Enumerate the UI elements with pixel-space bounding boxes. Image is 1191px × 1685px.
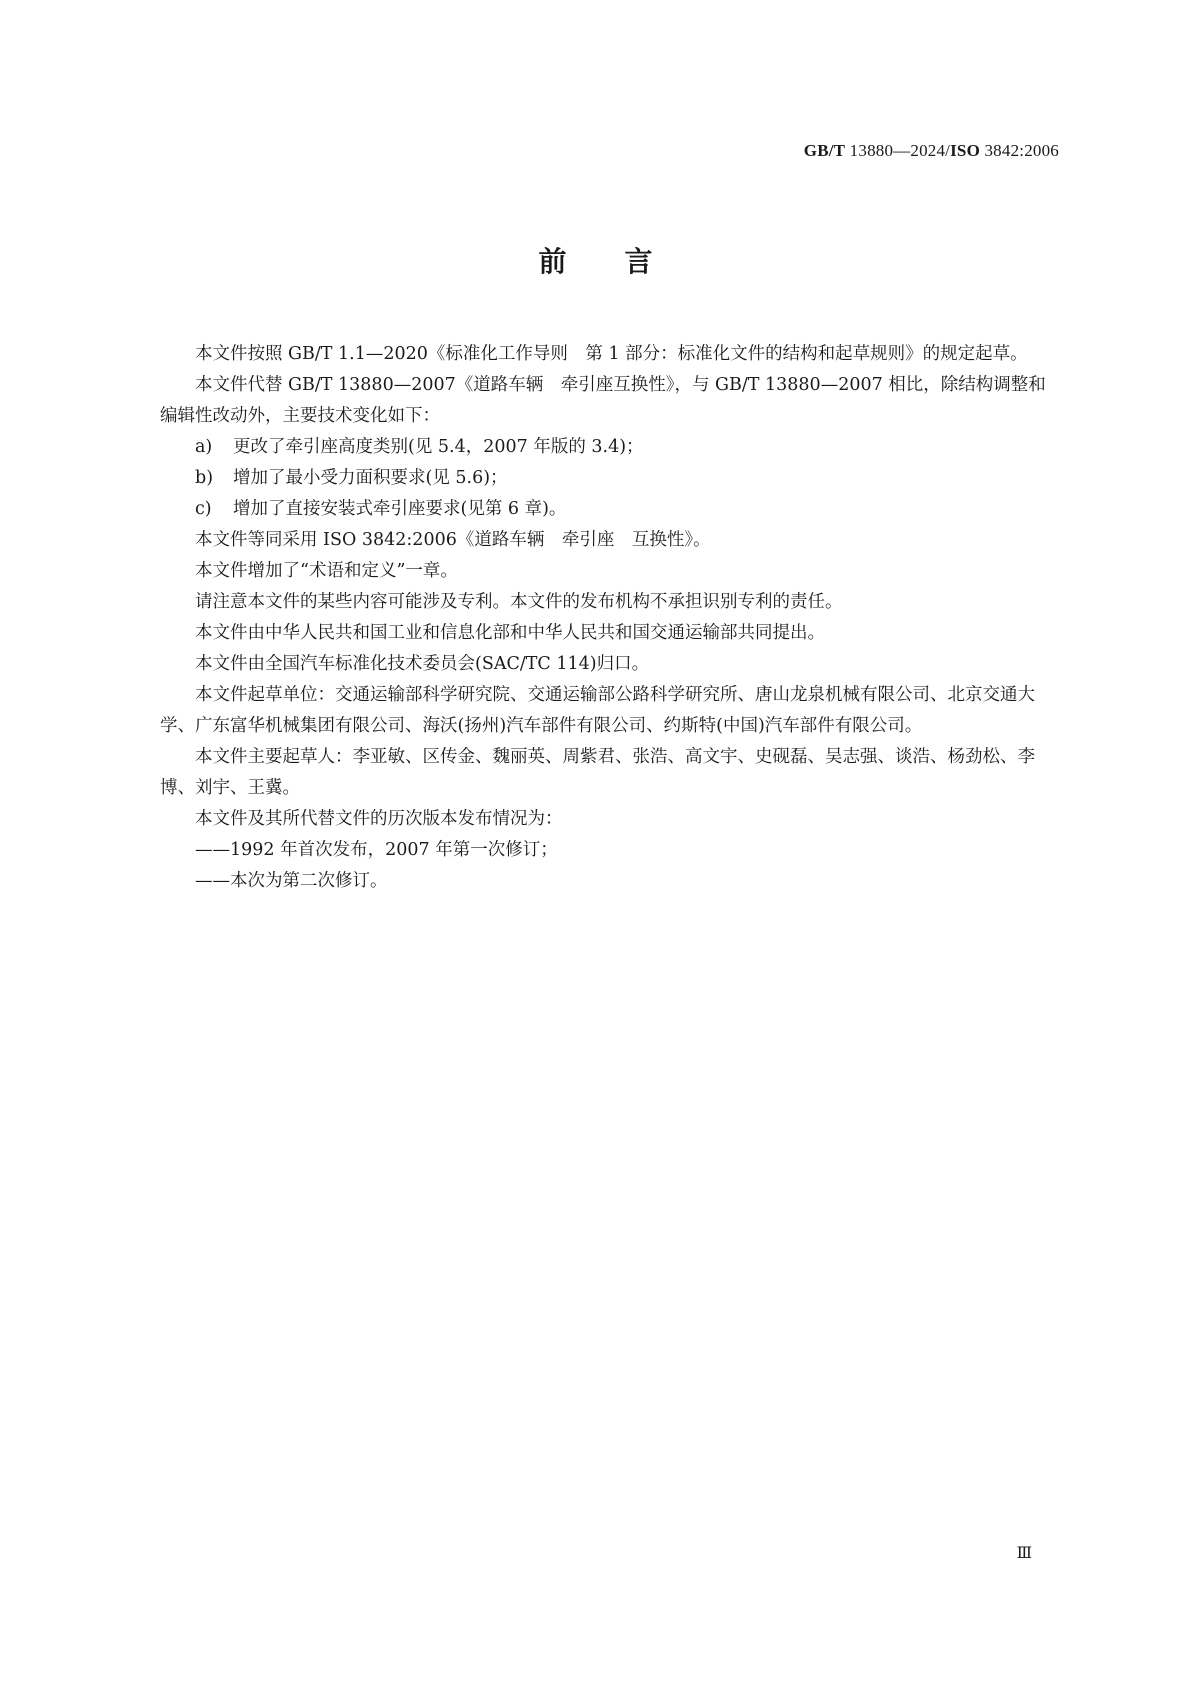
paragraph-replacement: 本文件代替 GB/T 13880—2007《道路车辆 牵引座互换性》，与 GB/T 13880—2007 相比，除结构调整和编辑性改动外，主要技术变化如下： [160, 375, 1046, 426]
list-item [160, 463, 1060, 494]
list-item-text: 增加了最小受力面积要求(见 5.6)； [233, 468, 508, 488]
paragraph-patent-notice: 请注意本文件的某些内容可能涉及专利。本文件的发布机构不承担识别专利的责任。 [195, 592, 843, 612]
std-number: 13880—2024/ [845, 141, 951, 160]
list-item-label: a) [195, 437, 213, 457]
list-item [160, 432, 1060, 463]
page-number: Ⅲ [1016, 1543, 1032, 1562]
iso-prefix: ISO [950, 141, 981, 160]
paragraph-drafting-rules: 本文件按照 GB/T 1.1—2020《标准化工作导则 第 1 部分：标准化文件的结构和起草规则》的规定起草。 [195, 344, 1028, 364]
standard-number-header [804, 141, 1059, 161]
std-prefix: GB/T [803, 141, 846, 160]
page-title: 前言 [538, 245, 711, 278]
iso-number: 3842:2006 [980, 141, 1059, 160]
paragraph-iso-adoption: 本文件等同采用 ISO 3842:2006《道路车辆 牵引座 互换性》。 [195, 530, 711, 550]
paragraph-version-history: 本文件及其所代替文件的历次版本发布情况为： [195, 809, 563, 829]
foreword-body [160, 339, 1060, 897]
list-item-label: b) [195, 468, 214, 488]
list-item [160, 494, 1060, 525]
history-item: ——1992 年首次发布，2007 年第一次修订； [195, 840, 558, 860]
list-item-text: 增加了直接安装式牵引座要求(见第 6 章)。 [233, 499, 567, 519]
paragraph-drafters: 本文件主要起草人：李亚敏、区传金、魏丽英、周紫君、张浩、高文宇、史砚磊、吴志强、谈浩、杨劲松、李博、刘宇、王冀。 [160, 747, 1035, 798]
paragraph-proposer: 本文件由中华人民共和国工业和信息化部和中华人民共和国交通运输部共同提出。 [195, 623, 825, 643]
paragraph-terms-chapter: 本文件增加了“术语和定义”一章。 [195, 561, 458, 581]
list-item-text: 更改了牵引座高度类别(见 5.4，2007 年版的 3.4)； [233, 437, 644, 457]
paragraph-technical-committee: 本文件由全国汽车标准化技术委员会(SAC/TC 114)归口。 [195, 654, 650, 674]
paragraph-drafting-units: 本文件起草单位：交通运输部科学研究院、交通运输部公路科学研究所、唐山龙泉机械有限公司、北京交通大学、广东富华机械集团有限公司、海沃(扬州)汽车部件有限公司、约斯特(中国)汽车部件有限公司。 [160, 685, 1035, 736]
history-item: ——本次为第二次修订。 [195, 871, 388, 891]
list-item-label: c) [195, 499, 212, 519]
